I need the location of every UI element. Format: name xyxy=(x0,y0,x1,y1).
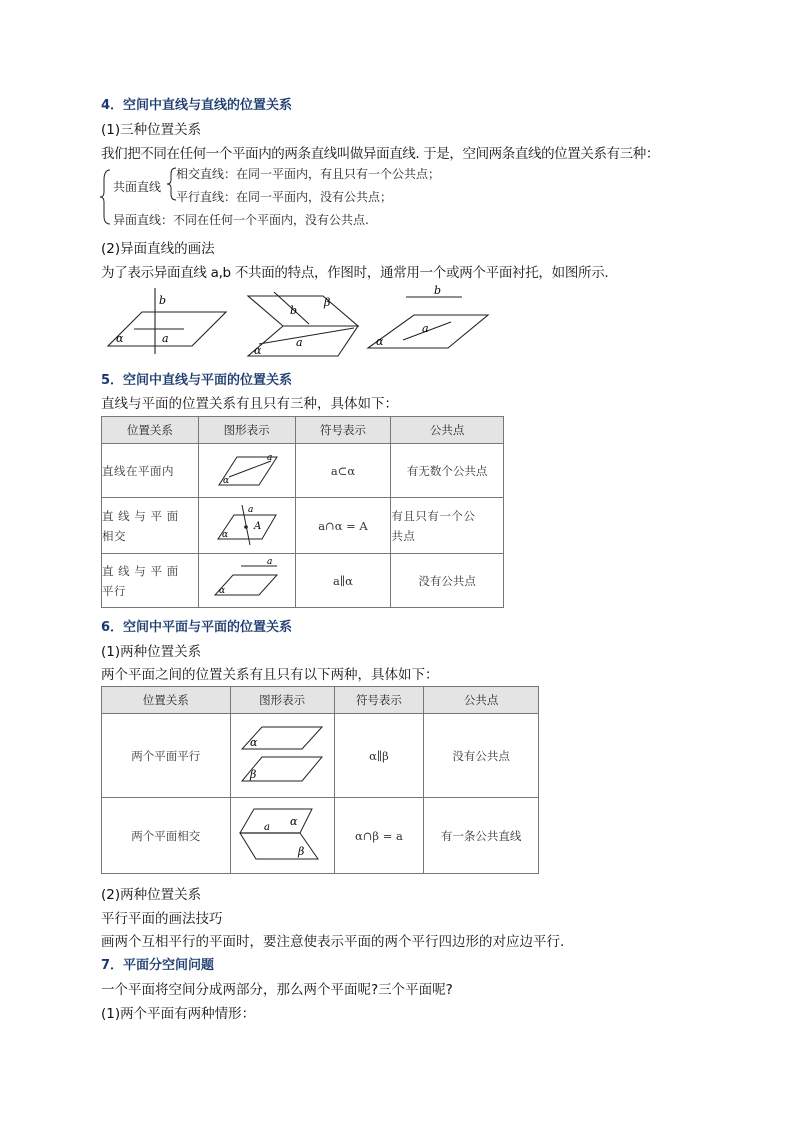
fig2-label-a: a xyxy=(296,336,303,349)
section-6-heading: 6．空间中平面与平面的位置关系 xyxy=(101,620,293,635)
section-4-heading: 4．空间中直线与直线的位置关系 xyxy=(101,98,293,113)
plane-plane-table xyxy=(101,686,539,874)
parallel-plane-tip: 画两个互相平行的平面时，要注意使表示平面的两个平行四边形的对应边平行. xyxy=(101,934,565,950)
coplanar-lines-label: 共面直线 xyxy=(113,180,162,194)
svg-text:a: a xyxy=(264,822,271,833)
section-6-intro: 两个平面之间的位置关系有且只有以下两种，具体如下： xyxy=(101,667,439,683)
svg-text:A: A xyxy=(253,521,261,532)
skew-lines-figures xyxy=(96,284,496,362)
fig3-label-a: a xyxy=(422,322,429,335)
relation-cell: 直线在平面内 xyxy=(102,444,199,498)
svg-text:α: α xyxy=(290,815,298,828)
skew-figure-2 xyxy=(248,292,358,356)
section-5-intro: 直线与平面的位置关系有且只有三种，具体如下： xyxy=(101,396,398,412)
table-header: 位置关系 xyxy=(102,687,231,714)
skew-lines-item: 异面直线：不同在任何一个平面内，没有公共点. xyxy=(113,213,369,227)
relation-cell: 直 线 与 平 面 相交 xyxy=(102,498,199,554)
table-header-row xyxy=(102,417,504,444)
figure-cell xyxy=(230,798,334,874)
section-7-question: 一个平面将空间分成两部分，那么两个平面呢?三个平面呢? xyxy=(101,982,453,998)
common-points-cell: 有且只有一个公 共点 xyxy=(391,498,504,554)
fig1-label-alpha: α xyxy=(116,332,124,345)
svg-text:α: α xyxy=(221,530,228,540)
fig2-label-beta: β xyxy=(324,296,331,309)
svg-text:a: a xyxy=(247,505,254,515)
common-points-cell: 有无数个公共点 xyxy=(391,444,504,498)
section-4-intro: 我们把不同在任何一个平面内的两条直线叫做异面直线. 于是，空间两条直线的位置关系有三种： xyxy=(101,146,659,162)
section-4-sub2: (2)异面直线的画法 xyxy=(101,241,215,257)
symbol-cell: α∩β = a xyxy=(334,798,424,874)
fig3-label-b: b xyxy=(434,284,442,297)
figure-cell xyxy=(198,498,295,554)
parallel-planes-figure xyxy=(238,721,326,787)
skew-draw-description: 为了表示异面直线 a,b 不共面的特点，作图时，通常用一个或两个平面衬托，如图所示. xyxy=(101,265,609,281)
parallel-plane-tip-title: 平行平面的画法技巧 xyxy=(101,911,223,927)
table-header: 符号表示 xyxy=(295,417,391,444)
line-intersect-plane-figure xyxy=(212,501,282,547)
section-7-heading: 7．平面分空间问题 xyxy=(101,958,215,973)
line-plane-table xyxy=(101,416,504,608)
table-row xyxy=(102,444,504,498)
relation-cell: 直 线 与 平 面 平行 xyxy=(102,554,199,608)
figure-cell xyxy=(230,714,334,798)
table-header-row xyxy=(102,687,539,714)
table-row xyxy=(102,554,504,608)
table-header: 符号表示 xyxy=(334,687,424,714)
svg-text:a: a xyxy=(266,557,273,567)
table-header: 公共点 xyxy=(391,417,504,444)
table-row xyxy=(102,798,539,874)
svg-text:α: α xyxy=(250,736,258,749)
intersecting-planes-figure xyxy=(234,801,330,867)
intersecting-lines-item: 相交直线：在同一平面内，有且只有一个公共点； xyxy=(176,167,441,181)
symbol-cell: a∩α = A xyxy=(295,498,391,554)
common-points-cell: 没有公共点 xyxy=(424,714,539,798)
relation-cell: 两个平面平行 xyxy=(102,714,231,798)
section-4-sub1: (1)三种位置关系 xyxy=(101,122,202,138)
fig2-label-b: b xyxy=(290,304,298,317)
svg-text:α: α xyxy=(218,586,225,596)
symbol-cell: α∥β xyxy=(334,714,424,798)
fig1-label-a: a xyxy=(162,332,169,345)
table-header: 位置关系 xyxy=(102,417,199,444)
symbol-cell: a⊂α xyxy=(295,444,391,498)
table-row xyxy=(102,714,539,798)
svg-text:β: β xyxy=(298,845,305,858)
table-header: 图形表示 xyxy=(198,417,295,444)
relation-cell: 两个平面相交 xyxy=(102,798,231,874)
table-row xyxy=(102,498,504,554)
section-6-sub1: (1)两种位置关系 xyxy=(101,644,202,660)
line-parallel-plane-figure xyxy=(211,557,283,601)
section-7-sub1: (1)两个平面有两种情形： xyxy=(101,1006,256,1022)
fig3-label-alpha: α xyxy=(376,335,384,348)
common-points-cell: 没有公共点 xyxy=(391,554,504,608)
line-in-plane-figure xyxy=(215,447,279,491)
fig1-label-b: b xyxy=(159,294,167,307)
section-6-sub2: (2)两种位置关系 xyxy=(101,887,202,903)
svg-text:α: α xyxy=(222,476,229,486)
figure-cell xyxy=(198,444,295,498)
table-header: 公共点 xyxy=(424,687,539,714)
svg-text:β: β xyxy=(250,768,257,781)
symbol-cell: a∥α xyxy=(295,554,391,608)
common-points-cell: 有一条公共直线 xyxy=(424,798,539,874)
parallel-lines-item: 平行直线：在同一平面内，没有公共点； xyxy=(176,190,393,204)
section-5-heading: 5．空间中直线与平面的位置关系 xyxy=(101,373,293,388)
svg-text:a: a xyxy=(266,453,273,463)
table-header: 图形表示 xyxy=(230,687,334,714)
fig2-label-alpha: α xyxy=(254,344,262,357)
figure-cell xyxy=(198,554,295,608)
